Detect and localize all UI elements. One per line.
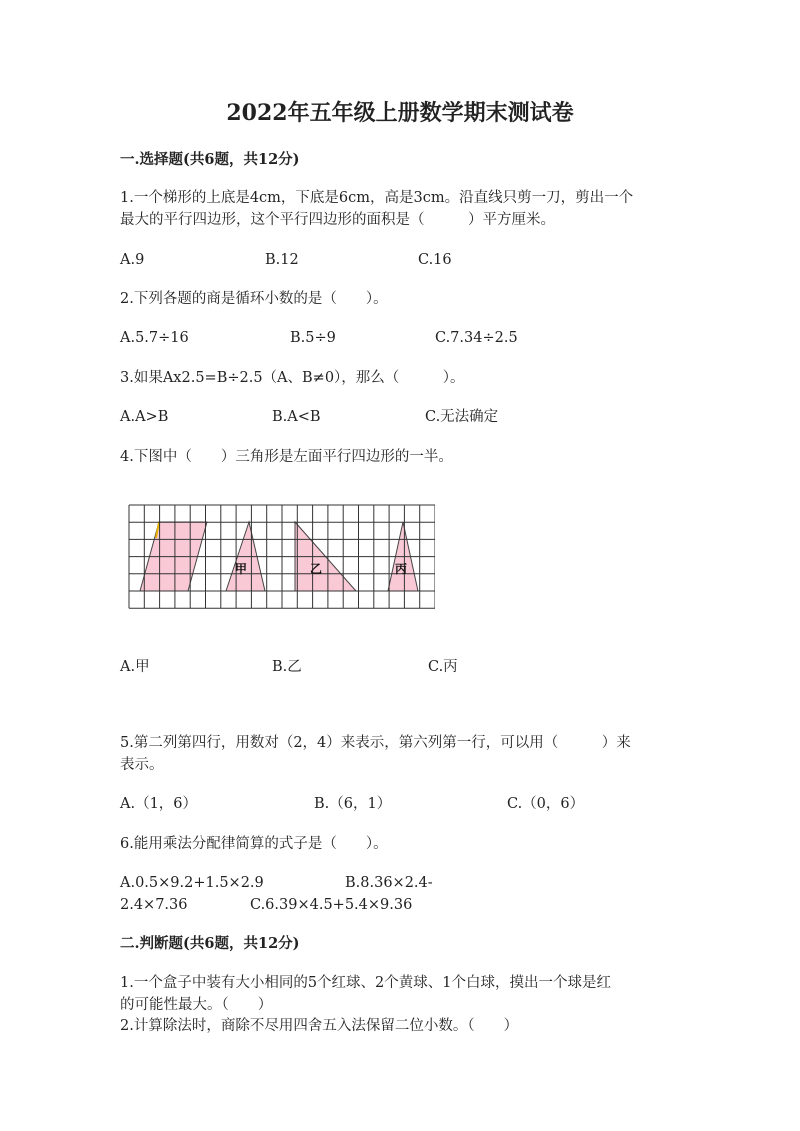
q4-option-b: B.乙 [272, 659, 302, 675]
q2-text: 2.下列各题的商是循环小数的是（ ）。 [120, 291, 388, 307]
section-1-heading: 一.选择题(共6题，共12分) [120, 151, 300, 168]
q5-option-a: A.（1，6） [120, 796, 198, 812]
q2-option-c: C.7.34÷2.5 [435, 330, 518, 346]
q5-option-b: B.（6，1） [314, 796, 392, 812]
tf-q1-text-line2: 的可能性最大。（ ） [120, 997, 273, 1013]
page-title: 2022年五年级上册数学期末测试卷 [226, 100, 574, 126]
q6-option-b-part1: B.8.36×2.4- [345, 875, 433, 891]
q4-option-c: C.丙 [428, 659, 458, 675]
q5-text-line1: 5.第二列第四行，用数对（2，4）来表示，第六列第一行，可以用（ ）来 [120, 735, 631, 751]
q2-option-b: B.5÷9 [290, 330, 336, 346]
triangle-label-yi: 乙 [310, 562, 323, 576]
q3-text: 3.如果Ax2.5=B÷2.5（A、B≠0），那么（ ）。 [120, 370, 465, 386]
q4-option-a: A.甲 [120, 659, 150, 675]
tf-q2-text: 2.计算除法时，商除不尽用四舍五入法保留二位小数。（ ） [120, 1018, 519, 1034]
grid-lines [129, 505, 435, 608]
q1-option-b: B.12 [265, 252, 299, 268]
q3-option-a: A.A>B [120, 409, 169, 425]
q3-option-b: B.A<B [272, 409, 321, 425]
q1-option-c: C.16 [418, 252, 452, 268]
q5-option-c: C.（0，6） [507, 796, 585, 812]
q5-text-line2: 表示。 [120, 757, 164, 773]
q1-option-a: A.9 [120, 252, 145, 268]
triangle-label-bing: 丙 [395, 562, 408, 576]
q2-option-a: A.5.7÷16 [120, 330, 189, 346]
q6-text: 6.能用乘法分配律简算的式子是（ ）。 [120, 836, 388, 852]
q4-grid-figure [125, 503, 435, 611]
tf-q1-text-line1: 1.一个盒子中装有大小相同的5个红球、2个黄球、1个白球，摸出一个球是红 [120, 975, 612, 991]
q6-option-c: C.6.39×4.5+5.4×9.36 [250, 897, 413, 913]
q1-text-line1: 1.一个梯形的上底是4cm，下底是6cm，高是3cm。沿直线只剪一刀，剪出一个 [120, 190, 634, 206]
section-2-heading: 二.判断题(共6题，共12分) [120, 935, 300, 952]
triangle-label-jia: 甲 [235, 562, 248, 576]
q3-option-c: C.无法确定 [425, 409, 499, 425]
q4-text: 4.下图中（ ）三角形是左面平行四边形的一半。 [120, 449, 453, 465]
q1-text-line2: 最大的平行四边形，这个平行四边形的面积是（ ）平方厘米。 [120, 212, 555, 228]
q6-option-b-part2: 2.4×7.36 [120, 897, 188, 913]
q6-option-a: A.0.5×9.2+1.5×2.9 [120, 875, 264, 891]
